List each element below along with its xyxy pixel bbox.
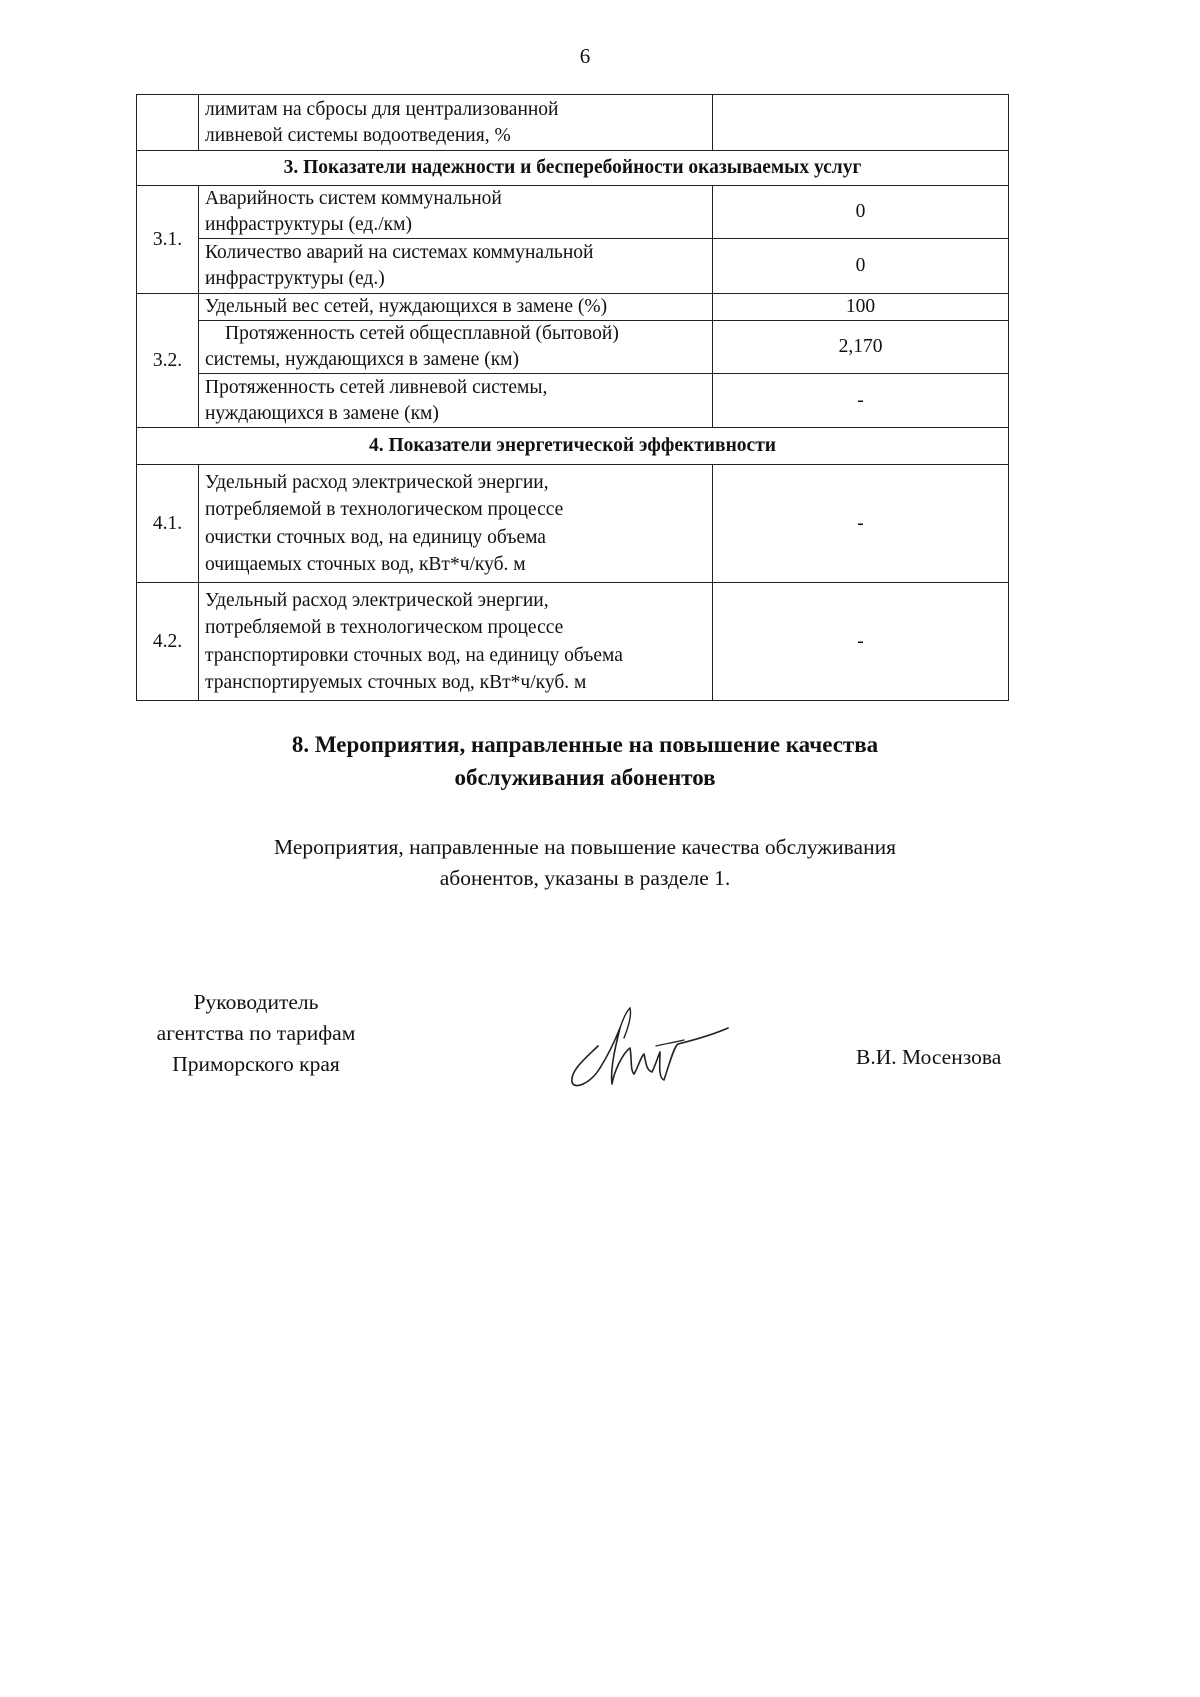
indicators-table	[136, 94, 1009, 701]
indicator-description	[199, 321, 713, 374]
section-3-title: 3. Показатели надежности и бесперебойности оказываемых услуг	[137, 151, 1009, 186]
description-line: системы, нуждающихся в замене (км)	[205, 349, 519, 370]
indicator-value: 100	[713, 294, 1009, 321]
table-row	[137, 186, 1009, 239]
description-line: Протяженность сетей общесплавной (бытовой)	[225, 323, 619, 344]
description-line: Количество аварий на системах коммунальной	[205, 242, 594, 263]
description-line: инфраструктуры (ед./км)	[205, 214, 412, 235]
description-line: очищаемых сточных вод, кВт*ч/куб. м	[205, 554, 526, 575]
description-line: транспортировки сточных вод, на единицу объема	[205, 644, 623, 666]
indicator-description: Удельный вес сетей, нуждающихся в замене (%)	[199, 294, 713, 321]
indicator-value: 2,170	[713, 321, 1009, 374]
indicator-description	[199, 186, 713, 239]
row-number-cell	[137, 95, 199, 151]
text-line: Мероприятия, направленные на повышение качества обслуживания	[274, 835, 896, 859]
section-header-row	[137, 428, 1009, 465]
indicator-value: 0	[713, 239, 1009, 294]
indicator-value: -	[713, 583, 1009, 701]
description-line: нуждающихся в замене (км)	[205, 402, 439, 424]
indicator-description	[199, 583, 713, 701]
indicator-value: -	[713, 465, 1009, 583]
description-line: инфраструктуры (ед.)	[205, 268, 385, 289]
table-row	[137, 321, 1009, 374]
section-header-row	[137, 151, 1009, 186]
row-number-4-1: 4.1.	[137, 465, 199, 583]
page-number: 6	[579, 44, 591, 68]
row-number-3-1: 3.1.	[137, 186, 199, 294]
signer-title-line: агентства по тарифам	[156, 1021, 356, 1045]
row-number-3-2: 3.2.	[137, 294, 199, 428]
description-line: Аварийность систем коммунальной	[205, 188, 502, 209]
text-line: абонентов, указаны в разделе 1.	[439, 866, 731, 890]
signer-name: В.И. Мосензова	[856, 1045, 1002, 1069]
section-8-heading	[0, 728, 1170, 794]
signer-title-line: Приморского края	[172, 1052, 340, 1076]
table-row	[137, 583, 1009, 701]
description-line: лимитам на сбросы для централизованной	[205, 98, 559, 120]
description-line: Удельный расход электрической энергии,	[205, 589, 549, 611]
section-4-title: 4. Показатели энергетической эффективности	[137, 428, 1009, 465]
table-row	[137, 465, 1009, 583]
description-line: потребляемой в технологическом процессе	[205, 617, 564, 638]
row-number-4-2: 4.2.	[137, 583, 199, 701]
indicator-description	[199, 465, 713, 583]
indicator-description	[199, 239, 713, 294]
table-row	[137, 374, 1009, 428]
description-line: очистки сточных вод, на единицу объема	[205, 526, 546, 548]
indicator-value	[713, 95, 1009, 151]
handwritten-signature	[560, 998, 740, 1098]
heading-line: 8. Мероприятия, направленные на повышение качества	[291, 732, 879, 757]
table-row	[137, 239, 1009, 294]
description-line: Удельный расход электрической энергии,	[205, 471, 549, 493]
description-line: потребляемой в технологическом процессе	[205, 499, 564, 520]
indicator-value: -	[713, 374, 1009, 428]
signer-title-line: Руководитель	[193, 990, 319, 1014]
indicator-description	[199, 95, 713, 151]
section-8-text	[0, 832, 1170, 894]
description-line: транспортируемых сточных вод, кВт*ч/куб. м	[205, 672, 587, 693]
indicator-description	[199, 374, 713, 428]
table-row	[137, 95, 1009, 151]
description-line: ливневой системы водоотведения, %	[205, 124, 511, 146]
heading-line: обслуживания абонентов	[454, 765, 716, 790]
description-line: Протяженность сетей ливневой системы,	[205, 376, 548, 398]
signer-title	[110, 987, 402, 1080]
table-row	[137, 294, 1009, 321]
indicator-value: 0	[713, 186, 1009, 239]
